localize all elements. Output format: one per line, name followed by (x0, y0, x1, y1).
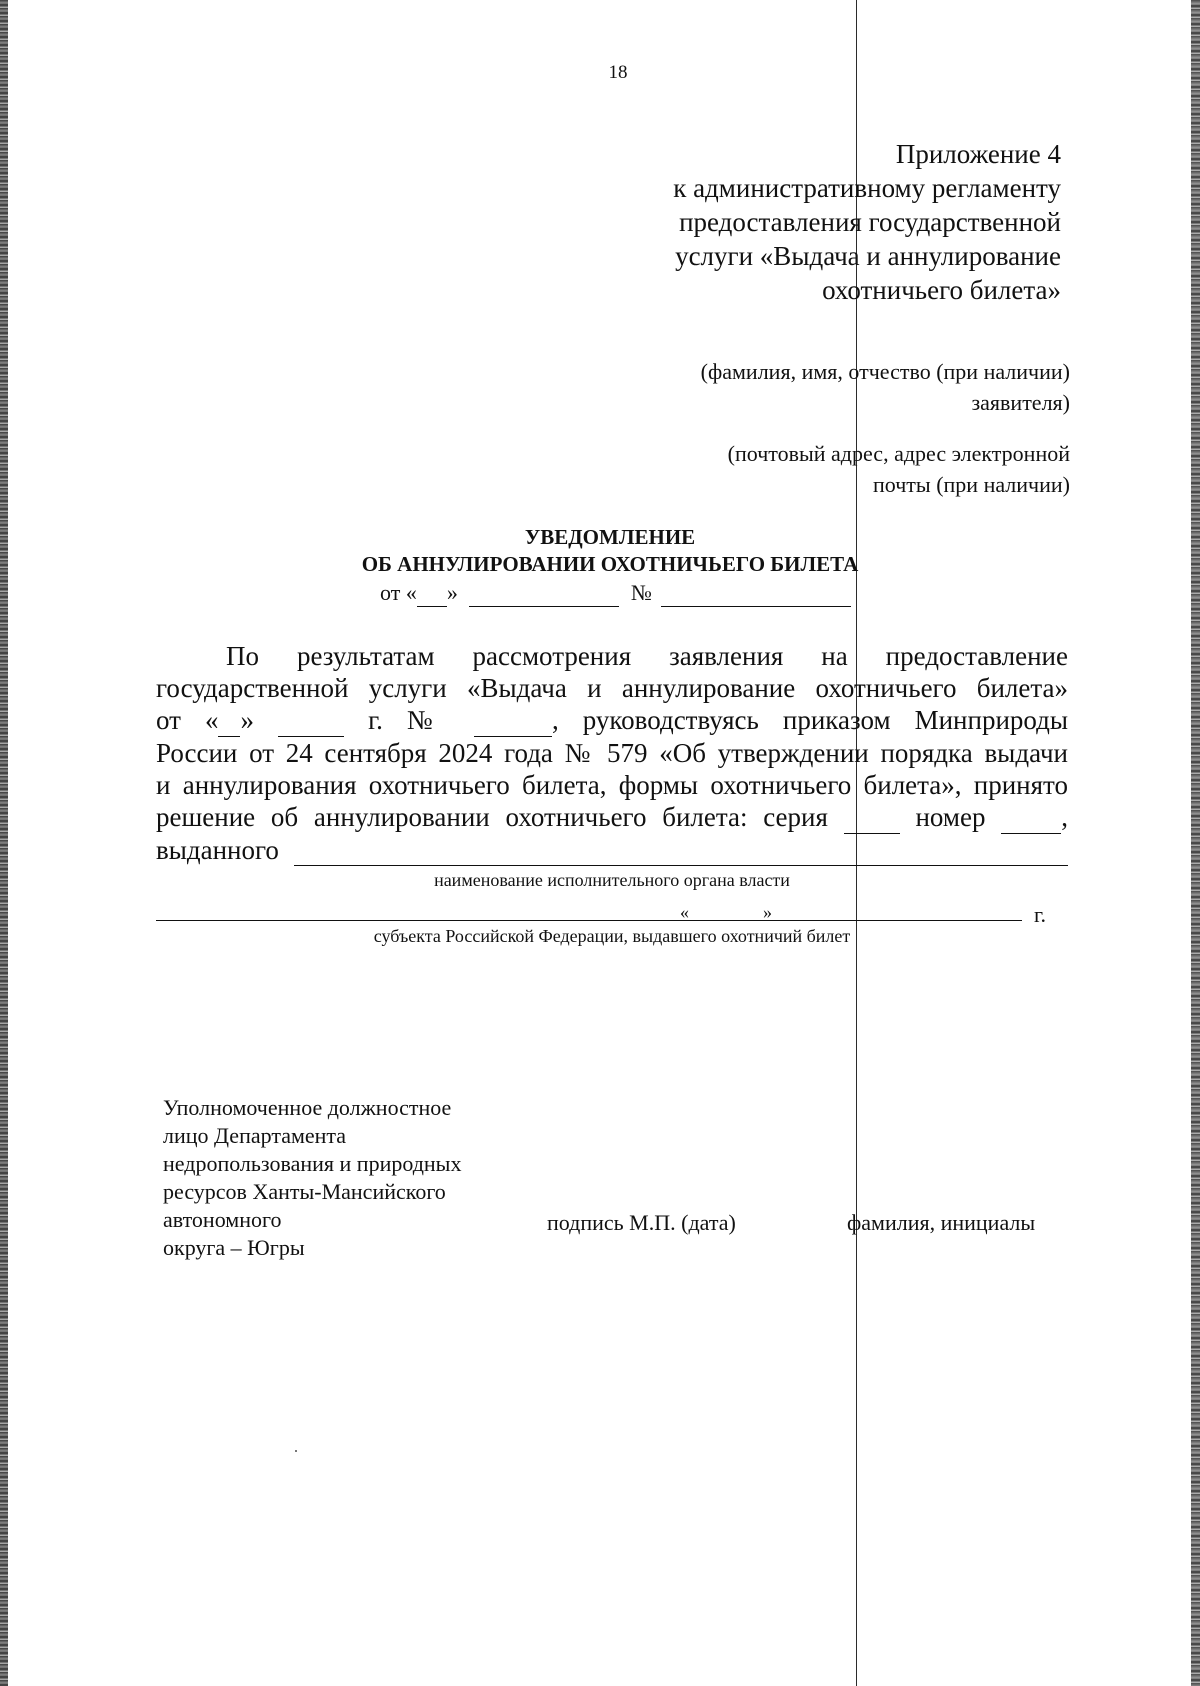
official-line: ресурсов Ханты-Мансийского (163, 1179, 446, 1204)
open-quote: « (680, 902, 689, 922)
appendix-line: услуги «Выдача и аннулирование (675, 241, 1061, 271)
number-blank (661, 580, 851, 607)
official-line: Уполномоченное должностное (163, 1095, 452, 1120)
number-blank (1001, 801, 1061, 834)
date-close-quote: » (446, 580, 458, 605)
authority-caption: наименование исполнительного органа власти (434, 870, 790, 890)
body-fragment: решение об аннулировании охотничьего билета: серия (156, 802, 828, 832)
month-blank (278, 704, 344, 737)
address-caption-line: (почтовый адрес, адрес электронной (727, 441, 1070, 466)
page-number: 18 (608, 62, 628, 83)
body-line: По результатам рассмотрения заявления на предоставление (226, 641, 1068, 671)
body-fragment: г. № (368, 705, 450, 735)
subject-blank-line (156, 920, 1022, 921)
title-line: ОБ АННУЛИРОВАНИИ ОХОТНИЧЬЕГО БИЛЕТА (361, 552, 859, 576)
appendix-header (541, 137, 1061, 307)
notice-body (156, 640, 1068, 866)
address-caption (550, 438, 1070, 500)
applicant-caption-line: заявителя) (971, 390, 1070, 415)
signature-label: подпись М.П. (дата) (547, 1210, 736, 1235)
close-quote: » (763, 902, 772, 922)
official-line: недропользования и природных (163, 1151, 462, 1176)
issued-by-blank-line (294, 865, 1068, 866)
document-title (230, 524, 990, 578)
month-blank (469, 580, 619, 607)
date-prefix: от « (380, 580, 417, 605)
day-blank (417, 580, 447, 607)
body-fragment: номер (915, 802, 986, 832)
body-line: выданного (156, 835, 279, 865)
year-suffix: г. (1034, 902, 1047, 927)
appendix-line: охотничьего билета» (822, 275, 1061, 305)
body-line-with-blanks (156, 704, 1068, 737)
application-number-blank (474, 704, 552, 737)
official-line: округа – Югры (163, 1235, 305, 1260)
body-line: и аннулирования охотничьего билета, формы охотничьего билета», принято (156, 770, 1068, 800)
number-sign: № (630, 580, 652, 605)
name-initials-label: фамилия, инициалы (847, 1210, 1036, 1235)
official-position (163, 1094, 523, 1262)
appendix-line: к административному регламенту (673, 173, 1061, 203)
body-fragment: , руководствуясь приказом Минприроды (552, 705, 1069, 735)
appendix-line: Приложение 4 (895, 139, 1061, 169)
body-fragment: , (1061, 802, 1069, 832)
scan-speck (295, 1450, 297, 1452)
address-caption-line: почты (при наличии) (873, 472, 1070, 497)
body-fragment: от « (156, 705, 219, 735)
scan-edge-right (1191, 0, 1200, 1686)
body-line: государственной услуги «Выдача и аннулирование охотничьего билета» (156, 673, 1068, 703)
official-line: автономного (163, 1207, 282, 1232)
body-line-with-blanks (156, 801, 1068, 834)
series-blank (844, 801, 900, 834)
applicant-caption-line: (фамилия, имя, отчество (при наличии) (700, 359, 1070, 384)
notice-date-line (380, 580, 851, 607)
applicant-caption (550, 356, 1070, 418)
appendix-line: предоставления государственной (679, 207, 1061, 237)
subject-caption: субъекта Российской Федерации, выдавшего охотничий билет (373, 926, 851, 946)
scan-edge-left (0, 0, 8, 1686)
body-fragment: » (240, 705, 254, 735)
official-line: лицо Департамента (163, 1123, 347, 1148)
body-line: России от 24 сентября 2024 года № 579 «Об утверждении порядка выдачи (156, 738, 1068, 768)
issue-date-quotes (680, 902, 772, 923)
day-blank (218, 704, 240, 737)
title-line: УВЕДОМЛЕНИЕ (524, 525, 696, 549)
